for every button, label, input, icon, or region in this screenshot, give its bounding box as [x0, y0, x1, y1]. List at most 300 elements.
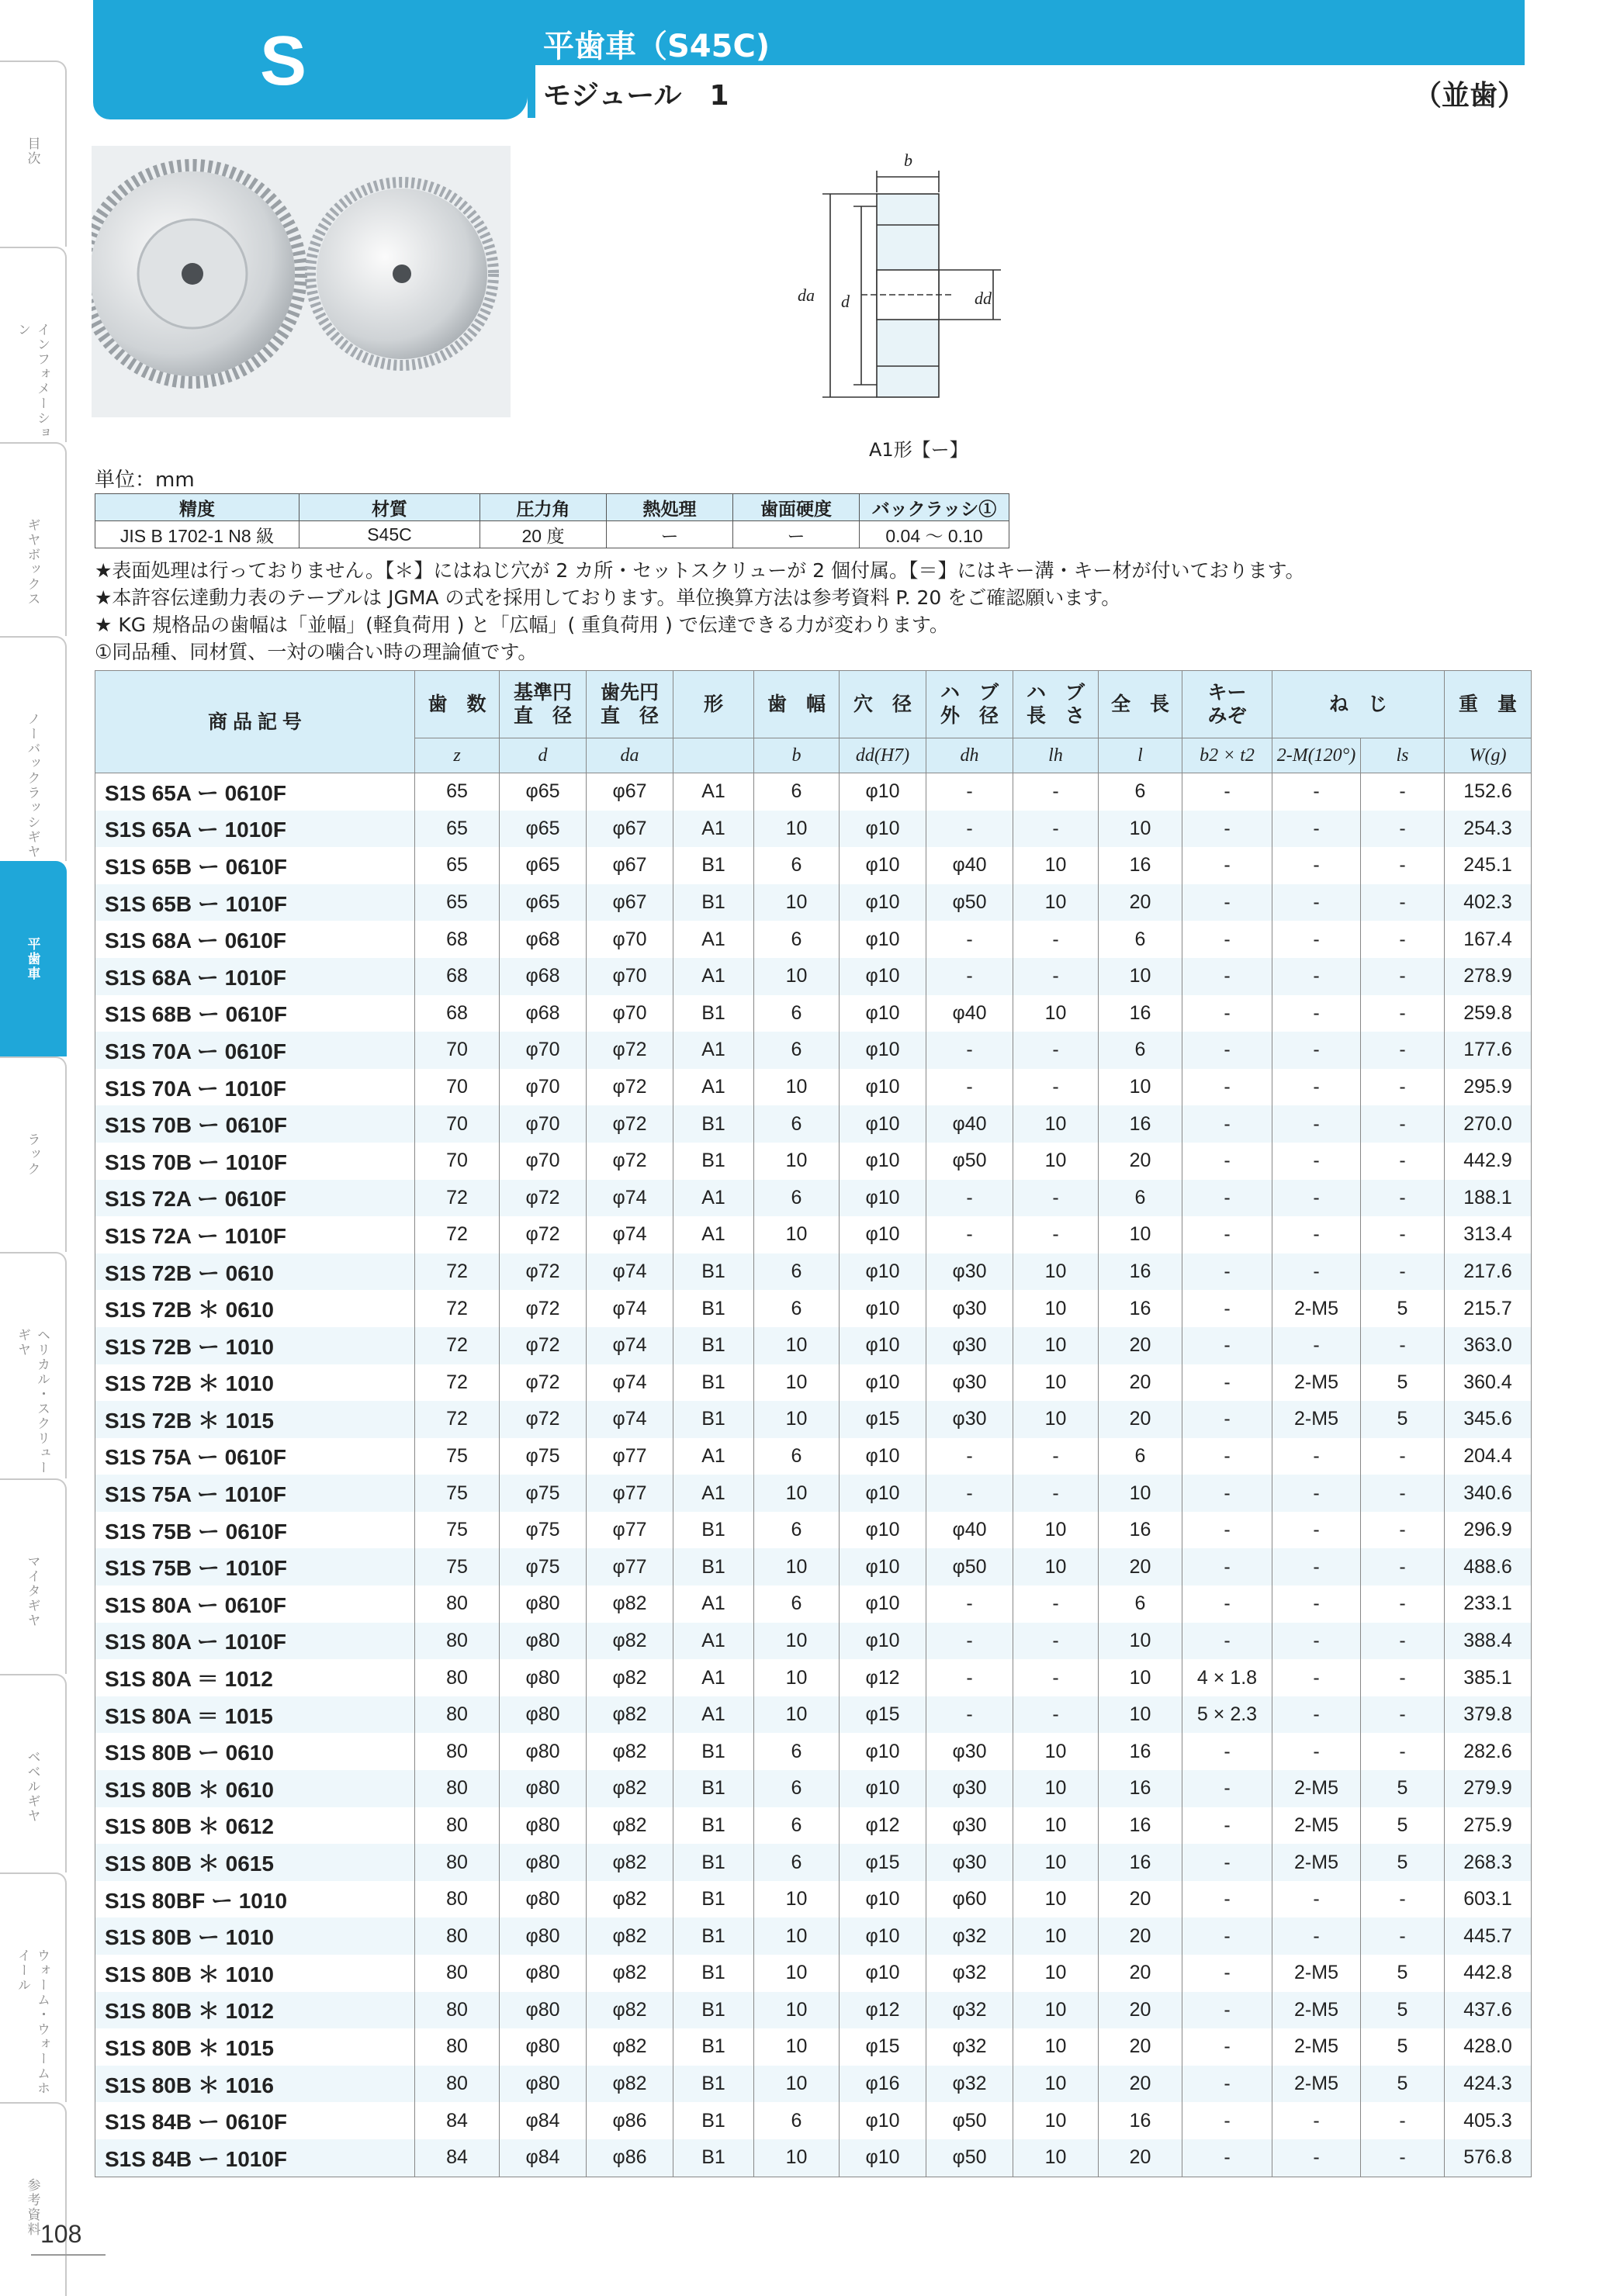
table-row: [95, 1069, 1532, 1106]
side-tab[interactable]: [0, 1252, 67, 1478]
table-cell: φ80: [500, 1696, 587, 1734]
table-cell: 80: [415, 1696, 500, 1734]
table-cell: φ75: [500, 1438, 587, 1475]
table-cell: 2-M5: [1272, 1770, 1361, 1807]
product-code: S1S 65B ー 0610F: [95, 847, 415, 884]
table-cell: -: [1272, 1512, 1361, 1549]
table-cell: φ80: [500, 1955, 587, 1992]
table-cell: 10: [1013, 1733, 1099, 1770]
table-cell: 80: [415, 1770, 500, 1807]
table-cell: φ80: [500, 1585, 587, 1623]
table-cell: -: [1361, 1585, 1445, 1623]
table-cell: -: [1182, 847, 1272, 884]
table-cell: B1: [673, 1881, 754, 1918]
spec-header: 歯面硬度: [733, 494, 860, 521]
table-cell: -: [1013, 1696, 1099, 1734]
page-title: 平歯車（S45C): [543, 29, 770, 64]
table-cell: -: [1272, 2102, 1361, 2139]
product-code: S1S 84B ー 1010F: [95, 2139, 415, 2177]
table-cell: 10: [1099, 1696, 1182, 1734]
table-cell: 5: [1361, 1364, 1445, 1402]
table-cell: φ82: [587, 1770, 673, 1807]
table-cell: -: [1361, 1659, 1445, 1696]
product-code: S1S 75B ー 1010F: [95, 1548, 415, 1585]
product-code: S1S 75A ー 0610F: [95, 1438, 415, 1475]
table-cell: φ74: [587, 1364, 673, 1402]
table-cell: A1: [673, 1438, 754, 1475]
product-code: S1S 80B ー 0610: [95, 1733, 415, 1770]
table-row: [95, 1548, 1532, 1585]
table-cell: 6: [754, 1180, 840, 1217]
spec-header: 熱処理: [607, 494, 733, 521]
side-tab[interactable]: [0, 2102, 67, 2296]
table-cell: A1: [673, 921, 754, 958]
table-cell: 10: [754, 1955, 840, 1992]
table-cell: 268.3: [1445, 1844, 1532, 1881]
table-cell: 6: [754, 1733, 840, 1770]
side-tab[interactable]: [0, 636, 67, 861]
product-code: S1S 68A ー 1010F: [95, 958, 415, 995]
table-row: [95, 1585, 1532, 1623]
side-tab[interactable]: [0, 1872, 67, 2102]
table-cell: 603.1: [1445, 1881, 1532, 1918]
product-code: S1S 75B ー 0610F: [95, 1512, 415, 1549]
table-row: [95, 1917, 1532, 1955]
table-cell: -: [1182, 1475, 1272, 1512]
table-cell: A1: [673, 1623, 754, 1660]
section-badge: [93, 0, 528, 119]
table-cell: φ72: [500, 1327, 587, 1364]
table-cell: 279.9: [1445, 1770, 1532, 1807]
table-cell: A1: [673, 1032, 754, 1069]
table-cell: φ10: [840, 2139, 926, 2177]
product-code: S1S 80B ー 1010: [95, 1917, 415, 1955]
table-cell: 5 × 2.3: [1182, 1696, 1272, 1734]
table-cell: 80: [415, 2028, 500, 2066]
gears-illustration: [92, 146, 511, 417]
table-cell: B1: [673, 1955, 754, 1992]
table-cell: 5: [1361, 1401, 1445, 1438]
table-cell: φ10: [840, 1475, 926, 1512]
table-cell: 6: [1099, 1585, 1182, 1623]
table-cell: φ15: [840, 1401, 926, 1438]
product-table: [95, 670, 1532, 2177]
table-cell: B1: [673, 2066, 754, 2103]
symbol-cell: d: [500, 738, 587, 773]
table-cell: φ82: [587, 1844, 673, 1881]
side-tab-label: 平歯車: [24, 937, 40, 981]
table-cell: -: [1272, 1623, 1361, 1660]
symbol-cell: b2 × t2: [1182, 738, 1272, 773]
table-cell: 10: [1013, 2066, 1099, 2103]
table-cell: A1: [673, 811, 754, 848]
table-cell: -: [1182, 1069, 1272, 1106]
table-cell: 65: [415, 847, 500, 884]
table-cell: -: [1013, 1032, 1099, 1069]
table-cell: -: [1182, 1733, 1272, 1770]
table-cell: 10: [754, 1143, 840, 1180]
table-cell: 72: [415, 1216, 500, 1253]
table-cell: φ72: [500, 1364, 587, 1402]
table-cell: -: [926, 1180, 1013, 1217]
table-cell: -: [1013, 1659, 1099, 1696]
table-row: [95, 1143, 1532, 1180]
table-cell: φ10: [840, 1180, 926, 1217]
table-cell: 10: [1013, 1327, 1099, 1364]
symbol-cell: dh: [926, 738, 1013, 773]
table-cell: φ10: [840, 1216, 926, 1253]
table-cell: 576.8: [1445, 2139, 1532, 2177]
table-cell: 340.6: [1445, 1475, 1532, 1512]
product-code: S1S 72B ＊ 1015: [95, 1401, 415, 1438]
table-cell: 6: [754, 1844, 840, 1881]
table-cell: -: [1182, 1548, 1272, 1585]
symbol-cell: W(g): [1445, 738, 1532, 773]
table-cell: 16: [1099, 1770, 1182, 1807]
table-cell: φ30: [926, 1770, 1013, 1807]
table-cell: B1: [673, 1770, 754, 1807]
product-code: S1S 80B ＊ 1010: [95, 1955, 415, 1992]
table-cell: 10: [1013, 1105, 1099, 1143]
table-cell: 5: [1361, 1290, 1445, 1327]
table-cell: φ80: [500, 1917, 587, 1955]
table-cell: 204.4: [1445, 1438, 1532, 1475]
table-cell: φ10: [840, 1548, 926, 1585]
table-row: [95, 847, 1532, 884]
table-cell: -: [1272, 1327, 1361, 1364]
table-cell: 6: [1099, 921, 1182, 958]
table-cell: 10: [754, 1327, 840, 1364]
table-cell: φ82: [587, 1955, 673, 1992]
table-cell: 20: [1099, 1143, 1182, 1180]
table-cell: -: [1182, 1917, 1272, 1955]
table-row: [95, 1733, 1532, 1770]
table-cell: φ65: [500, 773, 587, 811]
table-cell: φ75: [500, 1512, 587, 1549]
table-cell: φ72: [587, 1143, 673, 1180]
table-cell: 385.1: [1445, 1659, 1532, 1696]
table-cell: φ10: [840, 811, 926, 848]
table-row: [95, 884, 1532, 922]
table-row: [95, 1770, 1532, 1807]
table-cell: φ10: [840, 1512, 926, 1549]
note-line: ★表面処理は行っておりません。【＊】にはねじ穴が 2 カ所・セットスクリューが 2 個付属。【＝】にはキー溝・キー材が付いております。: [95, 559, 1305, 582]
table-cell: -: [1013, 1180, 1099, 1217]
table-cell: -: [1182, 995, 1272, 1032]
table-cell: 6: [1099, 1438, 1182, 1475]
table-cell: -: [1361, 1623, 1445, 1660]
table-cell: φ80: [500, 1733, 587, 1770]
table-cell: 16: [1099, 847, 1182, 884]
table-cell: 80: [415, 1881, 500, 1918]
side-tab[interactable]: [0, 1674, 67, 1872]
table-cell: 20: [1099, 884, 1182, 922]
table-cell: -: [1272, 958, 1361, 995]
table-cell: -: [1182, 1143, 1272, 1180]
table-cell: 152.6: [1445, 773, 1532, 811]
table-cell: φ75: [500, 1548, 587, 1585]
table-cell: φ32: [926, 1917, 1013, 1955]
table-cell: 10: [754, 1696, 840, 1734]
symbol-cell: dd(H7): [840, 738, 926, 773]
table-cell: B1: [673, 1512, 754, 1549]
product-code: S1S 80B ＊ 1016: [95, 2066, 415, 2103]
table-row: [95, 773, 1532, 811]
table-cell: 75: [415, 1438, 500, 1475]
table-cell: -: [1182, 884, 1272, 922]
table-cell: φ15: [840, 1696, 926, 1734]
table-cell: -: [1361, 1733, 1445, 1770]
tooth-type-label: （並歯）: [1413, 80, 1525, 112]
table-row: [95, 1438, 1532, 1475]
side-tab[interactable]: [0, 247, 67, 442]
table-cell: 2-M5: [1272, 1844, 1361, 1881]
table-cell: φ86: [587, 2102, 673, 2139]
table-cell: -: [1361, 1696, 1445, 1734]
table-cell: 68: [415, 958, 500, 995]
table-cell: -: [1361, 2139, 1445, 2177]
table-cell: 65: [415, 884, 500, 922]
table-cell: φ84: [500, 2139, 587, 2177]
table-cell: φ10: [840, 1733, 926, 1770]
table-cell: -: [1361, 773, 1445, 811]
table-cell: 10: [754, 1069, 840, 1106]
product-code: S1S 70A ー 0610F: [95, 1032, 415, 1069]
table-cell: φ10: [840, 1032, 926, 1069]
table-row: [95, 811, 1532, 848]
page-number-rule: [31, 2254, 106, 2256]
table-cell: φ10: [840, 1623, 926, 1660]
spec-header: 材質: [299, 494, 480, 521]
table-cell: 6: [754, 773, 840, 811]
table-row: [95, 1105, 1532, 1143]
spec-value: ー: [733, 521, 860, 548]
table-cell: 10: [754, 884, 840, 922]
table-cell: 10: [1013, 1364, 1099, 1402]
table-cell: 20: [1099, 1401, 1182, 1438]
table-cell: -: [1182, 1364, 1272, 1402]
table-row: [95, 2028, 1532, 2066]
side-tab-label: 参考資料: [24, 2178, 40, 2237]
table-cell: 16: [1099, 1844, 1182, 1881]
table-cell: 2-M5: [1272, 1992, 1361, 2029]
table-cell: φ80: [500, 1659, 587, 1696]
table-cell: B1: [673, 1290, 754, 1327]
table-cell: -: [1182, 1955, 1272, 1992]
table-cell: φ10: [840, 773, 926, 811]
table-cell: 4 × 1.8: [1182, 1659, 1272, 1696]
table-cell: 10: [754, 1216, 840, 1253]
table-cell: -: [1272, 1659, 1361, 1696]
product-code: S1S 80B ＊ 0612: [95, 1807, 415, 1845]
product-rows: [95, 773, 1532, 2177]
table-cell: 20: [1099, 2139, 1182, 2177]
table-row: [95, 1844, 1532, 1881]
table-cell: B1: [673, 1401, 754, 1438]
table-cell: φ68: [500, 995, 587, 1032]
table-cell: 6: [754, 995, 840, 1032]
table-cell: -: [1361, 1881, 1445, 1918]
table-cell: φ30: [926, 1807, 1013, 1845]
table-cell: 10: [754, 2066, 840, 2103]
table-cell: -: [1272, 1253, 1361, 1291]
table-cell: -: [1013, 1475, 1099, 1512]
table-cell: 10: [1013, 2102, 1099, 2139]
table-cell: 6: [754, 1253, 840, 1291]
diagram-caption: A1形【ー】: [869, 439, 968, 461]
header-shape: 形: [673, 671, 754, 738]
table-cell: 10: [754, 1364, 840, 1402]
table-cell: φ10: [840, 1327, 926, 1364]
table-cell: φ72: [587, 1032, 673, 1069]
spec-value: 20 度: [480, 521, 607, 548]
table-cell: -: [1361, 958, 1445, 995]
table-cell: 10: [1013, 884, 1099, 922]
table-cell: -: [1361, 1216, 1445, 1253]
side-tab[interactable]: [0, 861, 67, 1056]
table-cell: 6: [754, 1032, 840, 1069]
table-cell: 10: [754, 1401, 840, 1438]
table-cell: φ77: [587, 1475, 673, 1512]
table-cell: -: [1182, 1807, 1272, 1845]
side-tab[interactable]: [0, 1056, 67, 1252]
table-cell: -: [1272, 1917, 1361, 1955]
table-cell: 295.9: [1445, 1069, 1532, 1106]
table-cell: φ65: [500, 811, 587, 848]
table-cell: 2-M5: [1272, 1955, 1361, 1992]
table-cell: 363.0: [1445, 1327, 1532, 1364]
table-cell: 72: [415, 1401, 500, 1438]
table-cell: φ30: [926, 1290, 1013, 1327]
label-dd: dd: [975, 289, 992, 308]
table-cell: 10: [1013, 1548, 1099, 1585]
table-cell: 217.6: [1445, 1253, 1532, 1291]
table-cell: φ40: [926, 847, 1013, 884]
table-cell: -: [1361, 1327, 1445, 1364]
table-cell: φ15: [840, 1844, 926, 1881]
table-cell: 6: [754, 921, 840, 958]
table-cell: -: [1272, 1696, 1361, 1734]
table-cell: -: [1272, 1032, 1361, 1069]
table-cell: φ77: [587, 1438, 673, 1475]
product-code: S1S 72B ＊ 0610: [95, 1290, 415, 1327]
table-cell: φ70: [587, 921, 673, 958]
table-cell: 20: [1099, 1917, 1182, 1955]
table-row: [95, 2066, 1532, 2103]
table-cell: B1: [673, 847, 754, 884]
table-cell: 10: [754, 2139, 840, 2177]
table-cell: 254.3: [1445, 811, 1532, 848]
product-code: S1S 80A ＝ 1015: [95, 1696, 415, 1734]
table-row: [95, 2102, 1532, 2139]
table-cell: φ80: [500, 2066, 587, 2103]
table-cell: φ50: [926, 2102, 1013, 2139]
table-cell: 10: [1099, 1069, 1182, 1106]
table-cell: φ10: [840, 1143, 926, 1180]
product-code: S1S 80B ＊ 0615: [95, 1844, 415, 1881]
table-cell: φ60: [926, 1881, 1013, 1918]
table-cell: 72: [415, 1364, 500, 1402]
table-cell: 259.8: [1445, 995, 1532, 1032]
table-cell: 6: [754, 847, 840, 884]
table-cell: φ80: [500, 1881, 587, 1918]
table-cell: -: [1182, 921, 1272, 958]
product-code: S1S 80A ー 1010F: [95, 1623, 415, 1660]
side-tab[interactable]: [0, 1478, 67, 1674]
table-cell: φ70: [587, 995, 673, 1032]
table-cell: 80: [415, 1585, 500, 1623]
header-tip-dia: 歯先円 直 径: [587, 671, 673, 738]
table-cell: 20: [1099, 1992, 1182, 2029]
spec-table: [95, 493, 1009, 548]
table-cell: -: [1013, 958, 1099, 995]
table-cell: -: [1361, 1032, 1445, 1069]
table-cell: -: [1272, 773, 1361, 811]
label-b: b: [904, 150, 912, 170]
table-cell: B1: [673, 1143, 754, 1180]
table-cell: 6: [754, 1438, 840, 1475]
table-row: [95, 1327, 1532, 1364]
table-cell: 6: [1099, 773, 1182, 811]
side-tab[interactable]: [0, 61, 67, 247]
table-cell: φ67: [587, 847, 673, 884]
table-cell: -: [1182, 1401, 1272, 1438]
table-row: [95, 1696, 1532, 1734]
table-cell: φ10: [840, 847, 926, 884]
header-code: 商 品 記 号: [95, 671, 415, 773]
table-cell: φ10: [840, 1290, 926, 1327]
table-cell: φ82: [587, 1696, 673, 1734]
table-row: [95, 1364, 1532, 1402]
note-line: ①同品種、同材質、一対の噛合い時の理論値です。: [95, 641, 538, 663]
table-cell: 16: [1099, 1733, 1182, 1770]
table-cell: φ10: [840, 884, 926, 922]
table-cell: -: [926, 1585, 1013, 1623]
table-cell: 10: [1013, 1881, 1099, 1918]
notes: [95, 557, 1305, 666]
table-cell: φ72: [500, 1253, 587, 1291]
table-cell: 270.0: [1445, 1105, 1532, 1143]
table-cell: 10: [754, 1659, 840, 1696]
side-tab[interactable]: [0, 442, 67, 636]
table-cell: -: [1182, 1032, 1272, 1069]
table-cell: -: [1272, 1438, 1361, 1475]
product-code: S1S 65A ー 1010F: [95, 811, 415, 848]
table-row: [95, 1180, 1532, 1217]
table-cell: 20: [1099, 2066, 1182, 2103]
product-code: S1S 80B ＊ 1015: [95, 2028, 415, 2066]
label-d: d: [841, 292, 850, 311]
table-cell: 16: [1099, 1253, 1182, 1291]
table-cell: φ10: [840, 921, 926, 958]
table-cell: 70: [415, 1032, 500, 1069]
table-cell: 70: [415, 1105, 500, 1143]
table-cell: 80: [415, 2066, 500, 2103]
table-cell: -: [1272, 1216, 1361, 1253]
product-code: S1S 80A ＝ 1012: [95, 1659, 415, 1696]
product-code: S1S 70B ー 1010F: [95, 1143, 415, 1180]
table-cell: φ10: [840, 1438, 926, 1475]
table-cell: φ30: [926, 1401, 1013, 1438]
table-cell: 388.4: [1445, 1623, 1532, 1660]
table-cell: φ80: [500, 1992, 587, 2029]
table-cell: -: [1361, 1917, 1445, 1955]
table-cell: 10: [754, 1475, 840, 1512]
table-row: [95, 1955, 1532, 1992]
table-cell: -: [1361, 1069, 1445, 1106]
header-screw: ね じ: [1272, 671, 1445, 738]
header-face-width: 歯 幅: [754, 671, 840, 738]
